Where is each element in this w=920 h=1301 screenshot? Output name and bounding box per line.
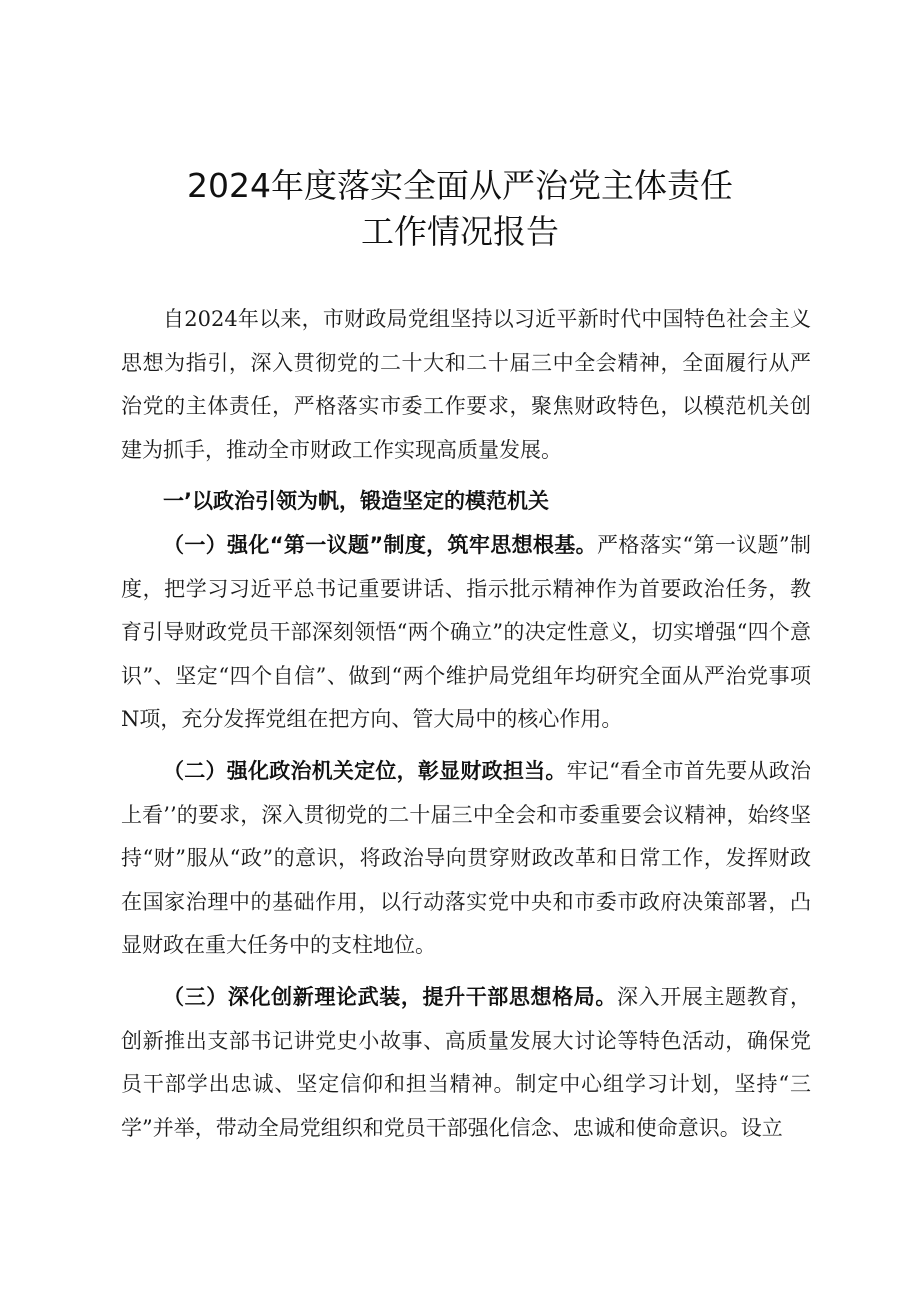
item-lead-3: （三）深化创新理论武装，提升干部思想格局。: [163, 984, 618, 1009]
section-heading-1: 一’以政治引领为帆，锻造坚定的模范机关: [163, 489, 549, 514]
item-paragraph-3: [121, 976, 811, 1150]
item-lead-2: （二）强化政治机关定位，彰显财政担当。: [163, 758, 567, 783]
intro-paragraph: 自2024年以来，市财政局党组坚持以习近平新时代中国特色社会主义思想为指引，深入贯彻党的二十大和二十届三中全会精神，全面履行从严治党的主体责任，严格落实市委工作要求，聚焦财政特色，以模范机关创建为抓手，推动全市财政工作实现高质量发展。: [121, 307, 811, 462]
item-paragraph-2: [121, 750, 811, 968]
document-body: [121, 298, 811, 1150]
item-text-1: 严格落实“第一议题”制度，把学习习近平总书记重要讲话、指示批示精神作为首要政治任务，教育引导财政党员干部深刻领悟“两个确立”的决定性意义，切实增强“四个意识”、坚定“四个自信”、做到“两个维护局党组年均研究全面从严治党事项N项，充分发挥党组在把方向、管大局中的核心作用。: [121, 532, 811, 732]
item-text-3: 深入开展主题教育，创新推出支部书记讲党史小故事、高质量发展大讨论等特色活动，确保党员干部学出忠诚、坚定信仰和担当精神。制定中心组学习计划，坚持“三学”并举，带动全局党组织和党员干部强化信念、忠诚和使命意识。设立: [121, 984, 812, 1140]
document-title-line-1: 2024年度落实全面从严治党主体责任: [187, 166, 733, 205]
item-lead-1: （一）强化“第一议题”制度，筑牢思想根基。: [163, 532, 597, 557]
document-title-line-2: 工作情况报告: [361, 212, 559, 251]
item-text-2: 牢记“看全市首先要从政治上看’’的要求，深入贯彻党的二十届三中全会和市委重要会议精神，始终坚持“财”服从“政”的意识，将政治导向贯穿财政改革和日常工作，发挥财政在国家治理中的基础作用，以行动落实党中央和市委市政府决策部署，凸显财政在重大任务中的支柱地位。: [121, 758, 811, 958]
item-paragraph-1: [121, 524, 811, 742]
